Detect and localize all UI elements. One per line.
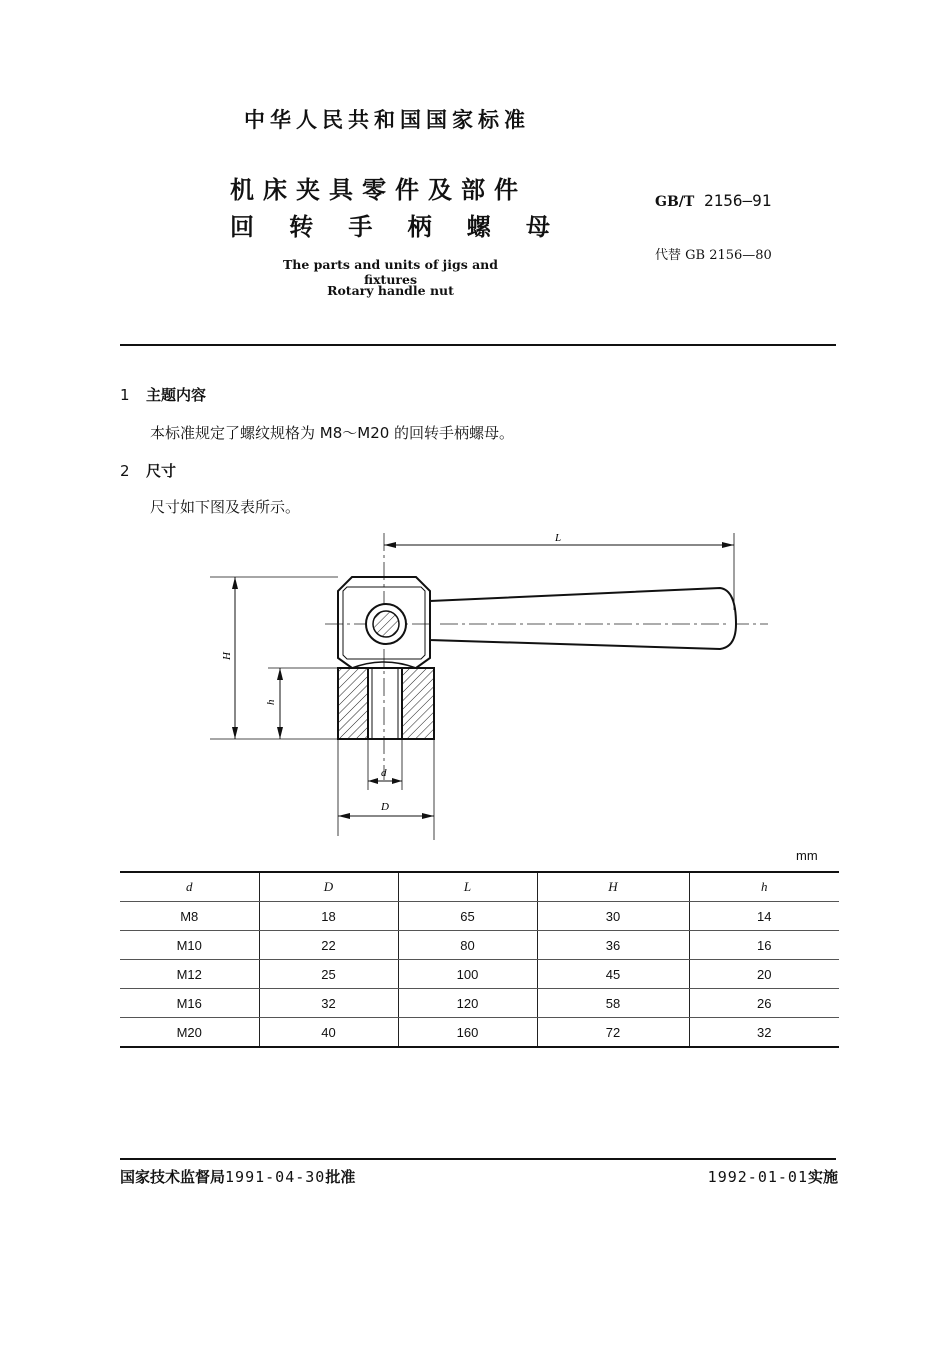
- section-number: 2: [120, 462, 130, 480]
- title-char: 转: [289, 213, 314, 241]
- table-cell: 36: [537, 931, 689, 960]
- nut-body-left-section: [338, 668, 368, 739]
- approval-date: 1991-04-30: [225, 1168, 326, 1186]
- arrowhead: [232, 577, 238, 589]
- table-cell: 30: [537, 902, 689, 931]
- handle-outline: [430, 588, 736, 649]
- column-header: d: [120, 872, 259, 902]
- issuing-authority: 国家技术监督局: [120, 1168, 226, 1186]
- title-char: 手: [348, 213, 373, 241]
- dim-label-d: d: [381, 767, 387, 779]
- table-cell: M8: [120, 902, 259, 931]
- table-row: [120, 902, 839, 931]
- table-unit: mm: [796, 848, 818, 863]
- effective-date: 1992-01-01: [707, 1168, 808, 1186]
- table-cell: 32: [689, 1018, 839, 1048]
- national-standard-title: 中华人民共和国国家标准: [244, 108, 530, 132]
- table-cell: 22: [259, 931, 398, 960]
- column-header: H: [537, 872, 689, 902]
- table-cell: 20: [689, 960, 839, 989]
- dim-label-h: h: [265, 699, 277, 705]
- title-char: 柄: [407, 213, 432, 241]
- arrowhead: [338, 813, 350, 819]
- section-heading: 主题内容: [146, 386, 207, 404]
- dimension-table: [120, 871, 839, 1048]
- table-cell: 58: [537, 989, 689, 1018]
- title-char: 回: [230, 213, 254, 241]
- table-header-row: [120, 872, 839, 902]
- dim-label-D: D: [381, 801, 389, 813]
- dim-label-H: H: [221, 652, 233, 660]
- table-cell: M16: [120, 989, 259, 1018]
- section-2-text: 尺寸如下图及表所示。: [150, 498, 301, 516]
- table-cell: 160: [398, 1018, 537, 1048]
- table-cell: 65: [398, 902, 537, 931]
- footer-divider: [120, 1158, 836, 1160]
- nut-body-right-section: [402, 668, 434, 739]
- table-cell: 100: [398, 960, 537, 989]
- approval-label: 批准: [325, 1168, 356, 1186]
- bore-inner-circle: [373, 611, 399, 637]
- table-cell: 72: [537, 1018, 689, 1048]
- table-row: [120, 989, 839, 1018]
- table-row: [120, 1018, 839, 1048]
- arrowhead: [277, 727, 283, 739]
- table-cell: 40: [259, 1018, 398, 1048]
- table-cell: 18: [259, 902, 398, 931]
- column-header: h: [689, 872, 839, 902]
- table-row: [120, 960, 839, 989]
- section-heading: 尺寸: [146, 462, 177, 480]
- code-prefix: GB/T: [655, 194, 695, 210]
- english-title-line2: Rotary handle nut: [327, 283, 454, 298]
- effective-label: 实施: [807, 1168, 838, 1186]
- standard-title-line1: 机床夹具零件及部件: [230, 176, 527, 204]
- replaces-note: 代替 GB 2156—80: [655, 248, 772, 263]
- table-cell: 14: [689, 902, 839, 931]
- english-title-line1: The parts and units of jigs and fixtures: [282, 257, 499, 287]
- table-cell: M20: [120, 1018, 259, 1048]
- column-header: D: [259, 872, 398, 902]
- arrowhead: [422, 813, 434, 819]
- arrowhead: [722, 542, 734, 548]
- arrowhead: [392, 778, 402, 784]
- arrowhead: [277, 668, 283, 680]
- section-1-text: 本标准规定了螺纹规格为 M8～M20 的回转手柄螺母。: [150, 424, 515, 442]
- table-cell: 25: [259, 960, 398, 989]
- table-cell: 45: [537, 960, 689, 989]
- column-header: L: [398, 872, 537, 902]
- dim-label-L: L: [555, 532, 562, 544]
- arrowhead: [368, 778, 378, 784]
- table-cell: 32: [259, 989, 398, 1018]
- table-cell: 80: [398, 931, 537, 960]
- arrowhead: [384, 542, 396, 548]
- title-char: 螺: [466, 213, 491, 241]
- title-char: 母: [525, 213, 550, 241]
- table-cell: M12: [120, 960, 259, 989]
- effective-note: [708, 1166, 838, 1187]
- table-cell: 16: [689, 931, 839, 960]
- arrowhead: [232, 727, 238, 739]
- table-row: [120, 931, 839, 960]
- code-number: 2156—91: [703, 191, 772, 210]
- table-cell: 120: [398, 989, 537, 1018]
- approval-note: [120, 1166, 355, 1187]
- table-cell: M10: [120, 931, 259, 960]
- section-number: 1: [120, 386, 130, 404]
- table-cell: 26: [689, 989, 839, 1018]
